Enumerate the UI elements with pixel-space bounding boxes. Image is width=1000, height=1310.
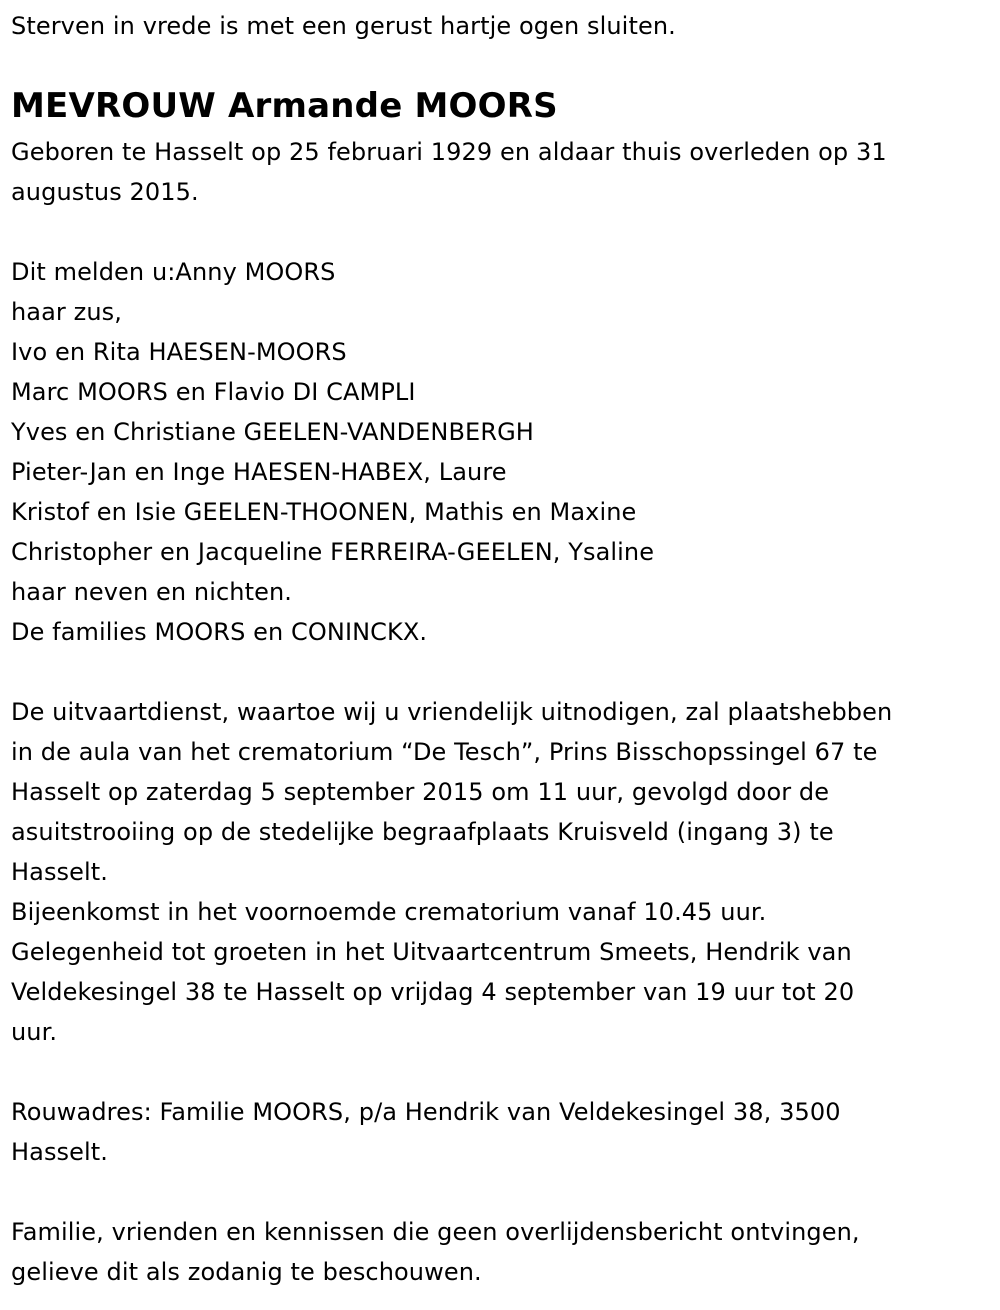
announcer-line: De families MOORS en CONINCKX. [11, 618, 428, 646]
announcer-line: Christopher en Jacqueline FERREIRA-GEELEN, Ysaline [11, 538, 655, 566]
deceased-name-heading: MEVROUW Armande MOORS [11, 86, 558, 126]
paragraph-spacer [11, 1052, 991, 1092]
closing-paragraph [11, 1212, 991, 1292]
announcer-line: Yves en Christiane GEELEN-VANDENBERGH [11, 418, 534, 446]
service-paragraph [11, 692, 991, 1052]
obituary-document [11, 6, 991, 1292]
closing-line: Familie, vrienden en kennissen die geen overlijdensbericht ontvingen, [11, 1218, 860, 1246]
service-line: uur. [11, 1018, 58, 1046]
service-line: Hasselt op zaterdag 5 september 2015 om 11 uur, gevolgd door de [11, 778, 830, 806]
announcers-list [11, 252, 991, 652]
paragraph-spacer [11, 212, 991, 252]
service-line: Hasselt. [11, 858, 109, 886]
closing-line: gelieve dit als zodanig te beschouwen. [11, 1258, 482, 1286]
address-line: Rouwadres: Familie MOORS, p/a Hendrik van Veldekesingel 38, 3500 [11, 1098, 841, 1126]
service-line: Gelegenheid tot groeten in het Uitvaartcentrum Smeets, Hendrik van [11, 938, 852, 966]
announcer-line: Dit melden u:Anny MOORS [11, 258, 336, 286]
address-line: Hasselt. [11, 1138, 109, 1166]
mourning-address-paragraph [11, 1092, 991, 1172]
service-line: asuitstrooiing op de stedelijke begraafplaats Kruisveld (ingang 3) te [11, 818, 834, 846]
announcer-line: Ivo en Rita HAESEN-MOORS [11, 338, 347, 366]
birth-line: augustus 2015. [11, 178, 199, 206]
birth-death-paragraph [11, 132, 991, 212]
announcer-line: Pieter-Jan en Inge HAESEN-HABEX, Laure [11, 458, 507, 486]
announcer-line: Marc MOORS en Flavio DI CAMPLI [11, 378, 416, 406]
service-line: Veldekesingel 38 te Hasselt op vrijdag 4 september van 19 uur tot 20 [11, 978, 855, 1006]
paragraph-spacer [11, 1172, 991, 1212]
paragraph-spacer [11, 652, 991, 692]
motto-text: Sterven in vrede is met een gerust hartje ogen sluiten. [11, 12, 676, 40]
service-line: in de aula van het crematorium “De Tesch”, Prins Bisschopssingel 67 te [11, 738, 878, 766]
announcer-line: haar neven en nichten. [11, 578, 293, 606]
service-line: De uitvaartdienst, waartoe wij u vriendelijk uitnodigen, zal plaatshebben [11, 698, 893, 726]
birth-line: Geboren te Hasselt op 25 februari 1929 en aldaar thuis overleden op 31 [11, 138, 887, 166]
announcer-line: haar zus, [11, 298, 122, 326]
announcer-line: Kristof en Isie GEELEN-THOONEN, Mathis en Maxine [11, 498, 637, 526]
service-line: Bijeenkomst in het voornoemde crematorium vanaf 10.45 uur. [11, 898, 767, 926]
